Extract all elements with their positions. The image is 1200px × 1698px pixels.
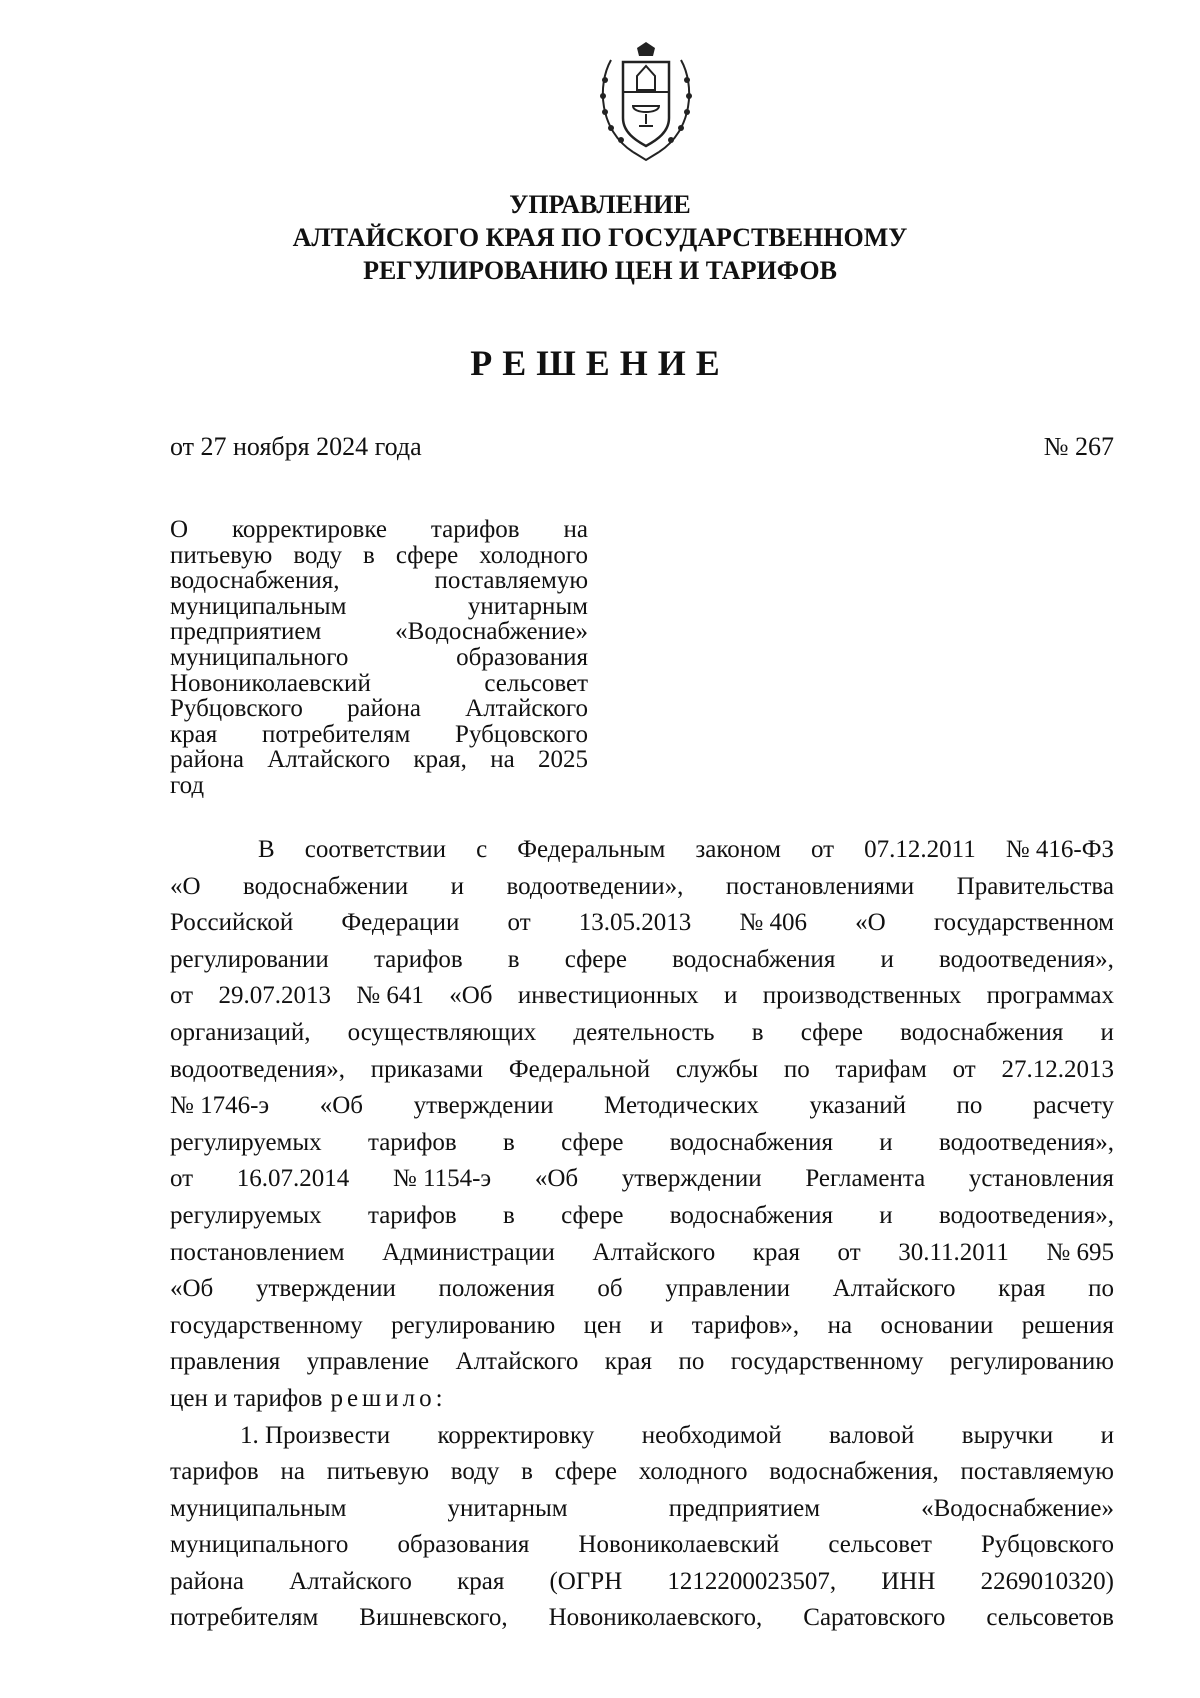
word: на: [827, 1311, 853, 1339]
word: потребителям: [262, 720, 411, 748]
word: Российской: [170, 909, 294, 937]
word: и: [1100, 1018, 1114, 1046]
word: тарифов»,: [691, 1311, 800, 1339]
subject-line: [170, 671, 588, 697]
word: Администрации: [382, 1238, 555, 1266]
word: Алтайского: [592, 1238, 716, 1266]
word: водоснабжения: [669, 1128, 833, 1156]
word: Алтайского: [465, 695, 588, 723]
subject-line: [170, 568, 588, 594]
word: 2025: [537, 746, 588, 774]
word: предприятием: [170, 618, 322, 646]
word: Вишневского,: [359, 1604, 508, 1632]
word: Рубцовского: [170, 695, 303, 723]
word: «Об: [170, 1275, 214, 1303]
word: «Водоснабжение»: [921, 1494, 1114, 1522]
word: 2269010320): [980, 1567, 1114, 1595]
word: водоотведении»,: [506, 872, 684, 900]
word: в: [503, 1201, 515, 1229]
word: Рубцовского: [455, 720, 588, 748]
word: водоснабжения: [900, 1018, 1064, 1046]
word: унитарным: [467, 592, 588, 620]
subject-line: [170, 645, 588, 671]
word: муниципального: [170, 1531, 349, 1559]
word: организаций,: [170, 1018, 311, 1046]
document-date: от 27 ноября 2024 года: [170, 432, 422, 461]
subject-line: [170, 543, 588, 569]
word: тарифов: [430, 516, 520, 543]
word: края: [457, 1567, 505, 1595]
word: корректировке: [231, 516, 387, 543]
word: холодного: [479, 541, 588, 569]
word: цен и тарифов: [170, 1384, 323, 1412]
body-line: [170, 905, 1114, 942]
word: Федерации: [341, 909, 460, 937]
word: «О: [170, 872, 201, 900]
word: Алтайского: [832, 1275, 956, 1303]
word: и: [879, 1201, 893, 1229]
word: сельсовет: [828, 1531, 932, 1559]
word: от: [810, 836, 835, 863]
word: Новониколаевского,: [548, 1604, 763, 1632]
word: водоотведения»,: [170, 1055, 345, 1083]
word: Саратовского: [803, 1604, 946, 1632]
word: района: [347, 695, 422, 723]
word: 30.11.2011: [898, 1238, 1009, 1266]
word: № 1154-э: [392, 1165, 492, 1193]
word: ИНН: [881, 1567, 936, 1595]
word: Федеральной: [508, 1055, 651, 1083]
word: муниципального: [170, 643, 349, 671]
word: водоснабжения: [672, 945, 836, 973]
word: воду: [293, 541, 342, 569]
word: 07.12.2011: [864, 836, 976, 863]
word: и: [880, 945, 894, 973]
word: водоотведения»,: [939, 1128, 1114, 1156]
word: осуществляющих: [347, 1018, 537, 1046]
word: необходимой: [641, 1421, 782, 1449]
subject-line: [170, 747, 588, 773]
word: О: [170, 516, 189, 543]
word: Правительства: [956, 872, 1114, 900]
word: выручки: [961, 1421, 1054, 1449]
word: в: [507, 945, 520, 973]
word: «Об: [319, 1092, 364, 1120]
word: В: [258, 836, 275, 863]
body-line: [170, 832, 1114, 869]
word: № 641: [356, 982, 424, 1010]
word: год: [170, 771, 205, 799]
body-line: [170, 1235, 1114, 1272]
word: утверждении: [621, 1165, 762, 1193]
word: края: [998, 1275, 1046, 1303]
coat-of-arms-icon: [593, 40, 699, 166]
word: тарифов: [367, 1128, 457, 1156]
word: питьевую: [326, 1458, 430, 1486]
word: государственному: [730, 1348, 924, 1376]
document-meta: [170, 432, 1114, 462]
body-line: [170, 1015, 1114, 1052]
word: муниципальным: [170, 1494, 347, 1522]
subject-line: [170, 619, 588, 645]
word: Регламента: [805, 1165, 926, 1193]
word: № 406: [739, 909, 808, 937]
word: Рубцовского: [981, 1531, 1114, 1559]
word: унитарным: [447, 1494, 568, 1522]
word: и: [724, 982, 738, 1010]
word: от: [837, 1238, 861, 1266]
word: края,: [413, 746, 467, 774]
word: управление: [306, 1348, 430, 1376]
word: утверждении: [413, 1092, 554, 1120]
document-type-title: РЕШЕНИЕ: [470, 343, 730, 383]
word: холодного: [638, 1458, 748, 1486]
word: управлении: [665, 1275, 790, 1303]
word: правления: [170, 1348, 281, 1376]
word: 1. Произвести: [240, 1421, 391, 1449]
body-line: [170, 1344, 1114, 1381]
word: сфере: [561, 1128, 624, 1156]
body-line: [170, 1088, 1114, 1125]
word: водоотведения»,: [938, 945, 1114, 973]
word: водоснабжения,: [170, 567, 340, 595]
subject-line: [170, 722, 588, 748]
word: расчету: [1033, 1092, 1114, 1120]
word: Федеральным: [517, 836, 666, 863]
body-line: [170, 1564, 1114, 1601]
word: края: [170, 720, 218, 748]
agency-line: РЕГУЛИРОВАНИЮ ЦЕН И ТАРИФОВ: [363, 256, 837, 285]
word: основании: [880, 1311, 994, 1339]
body-line: [170, 1454, 1114, 1491]
word: тарифов: [170, 1458, 259, 1486]
word: производственных: [762, 982, 962, 1010]
word: от: [507, 909, 531, 937]
word: тарифов: [373, 945, 463, 973]
word: регулируемых: [170, 1128, 322, 1156]
word: № 695: [1046, 1238, 1114, 1266]
word: в: [363, 541, 375, 569]
word: положения: [438, 1275, 555, 1303]
word: (ОГРН: [549, 1567, 623, 1595]
document-body: [170, 832, 1114, 1637]
word: сфере: [554, 1458, 618, 1486]
word: «Об: [534, 1165, 579, 1193]
word: водоотведения»,: [939, 1201, 1114, 1229]
word: района: [170, 1567, 244, 1595]
body-line: [170, 978, 1114, 1015]
word: от: [170, 1165, 194, 1193]
word: регулировании: [170, 945, 329, 973]
agency-line: АЛТАЙСКОГО КРАЯ ПО ГОСУДАРСТВЕННОМУ: [292, 223, 908, 252]
word: от: [170, 982, 194, 1010]
word: в: [503, 1128, 515, 1156]
word: сфере: [800, 1018, 863, 1046]
word: по: [678, 1348, 705, 1376]
word: водоснабжения,: [769, 1458, 939, 1486]
word: приказами: [370, 1055, 484, 1083]
word: и: [879, 1128, 893, 1156]
body-line: [170, 869, 1114, 906]
word: регулированию: [391, 1311, 556, 1339]
body-line: [170, 1161, 1114, 1198]
word: края: [752, 1238, 801, 1266]
word: корректировку: [437, 1421, 595, 1449]
word: постановлением: [170, 1238, 345, 1266]
word: государственному: [170, 1311, 363, 1339]
word: поставляемую: [960, 1458, 1114, 1486]
word: сфере: [564, 945, 627, 973]
word: на: [280, 1458, 305, 1486]
document-subject: [170, 517, 588, 799]
word: государственном: [933, 909, 1114, 937]
word: № 1746-э: [170, 1092, 270, 1120]
word: и: [450, 872, 465, 900]
word: инвестиционных: [517, 982, 699, 1010]
word: сфере: [395, 541, 459, 569]
subject-line: [170, 517, 588, 543]
word: предприятием: [668, 1494, 821, 1522]
body-line: [170, 1527, 1114, 1564]
word: края: [604, 1348, 653, 1376]
agency-name: [0, 188, 1200, 287]
word: и: [649, 1311, 664, 1339]
word: на: [490, 746, 515, 774]
word: сельсоветов: [986, 1604, 1114, 1632]
word: водоснабжения: [669, 1201, 833, 1229]
word: и: [1100, 1421, 1114, 1449]
word: водоснабжении: [243, 872, 409, 900]
document-number: № 267: [1043, 432, 1114, 461]
word: «О: [855, 909, 886, 937]
word: 27.12.2013: [1001, 1055, 1114, 1083]
word: об: [597, 1275, 623, 1303]
subject-line: [170, 773, 588, 799]
word: поставляемую: [434, 567, 588, 595]
word: службы: [675, 1055, 759, 1083]
agency-line: УПРАВЛЕНИЕ: [509, 190, 691, 219]
word: Новониколаевский: [170, 669, 371, 697]
word: решило:: [330, 1384, 447, 1412]
word: потребителям: [170, 1604, 319, 1632]
body-line: [170, 942, 1114, 979]
word: сельсовет: [484, 669, 588, 697]
word: с: [476, 836, 488, 863]
word: «Водоснабжение»: [395, 618, 588, 646]
word: законом: [695, 836, 781, 863]
word: деятельность: [573, 1018, 715, 1046]
word: Алтайского: [267, 746, 391, 774]
word: решения: [1021, 1311, 1114, 1339]
word: «Об: [449, 982, 493, 1010]
word: регулированию: [949, 1348, 1114, 1376]
word: муниципальным: [170, 592, 347, 620]
word: образования: [456, 643, 588, 671]
word: Алтайского: [455, 1348, 579, 1376]
body-line: [170, 1418, 1114, 1455]
word: Алтайского: [289, 1567, 412, 1595]
body-line: [170, 1308, 1114, 1345]
word: от: [952, 1055, 976, 1083]
word: 29.07.2013: [218, 982, 331, 1010]
word: 13.05.2013: [578, 909, 692, 937]
word: постановлениями: [725, 872, 915, 900]
word: Новониколаевский: [578, 1531, 780, 1559]
word: в: [751, 1018, 764, 1046]
word: утверждении: [255, 1275, 396, 1303]
word: 16.07.2014: [236, 1165, 350, 1193]
body-line: [170, 1491, 1114, 1528]
word: питьевую: [170, 541, 273, 569]
word: установления: [968, 1165, 1114, 1193]
subject-line: [170, 594, 588, 620]
word: тарифам: [835, 1055, 927, 1083]
word: района: [170, 746, 244, 774]
word: регулируемых: [170, 1201, 322, 1229]
word: по: [1088, 1275, 1114, 1303]
word: 1212200023507,: [667, 1567, 837, 1595]
word: валовой: [829, 1421, 915, 1449]
body-line: [170, 1125, 1114, 1162]
body-line: [170, 1271, 1114, 1308]
word: программах: [986, 982, 1114, 1010]
word: образования: [397, 1531, 530, 1559]
body-line: [170, 1198, 1114, 1235]
word: на: [563, 516, 588, 543]
word: цен: [583, 1311, 622, 1339]
word: соответствии: [304, 836, 447, 863]
subject-line: [170, 696, 588, 722]
body-line: [170, 1052, 1114, 1089]
word: в: [521, 1458, 533, 1486]
body-line: [170, 1381, 1114, 1418]
word: по: [956, 1092, 983, 1120]
word: Методических: [604, 1092, 759, 1120]
word: указаний: [809, 1092, 906, 1120]
word: воду: [450, 1458, 500, 1486]
word: тарифов: [367, 1201, 457, 1229]
word: по: [783, 1055, 810, 1083]
body-line: [170, 1600, 1114, 1637]
word: № 416-ФЗ: [1005, 836, 1114, 863]
word: сфере: [561, 1201, 624, 1229]
